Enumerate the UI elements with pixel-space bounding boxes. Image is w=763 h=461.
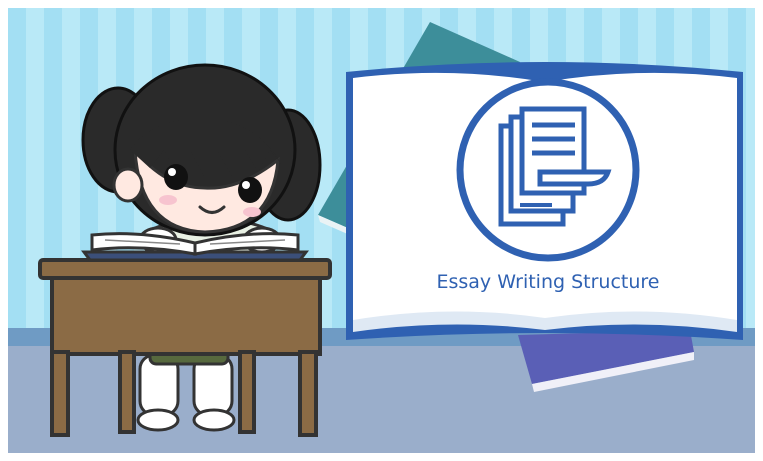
open-book	[346, 62, 743, 340]
document-stack-icon	[460, 82, 636, 258]
wall-stripe	[8, 8, 26, 328]
book-title: Essay Writing Structure	[436, 271, 660, 293]
